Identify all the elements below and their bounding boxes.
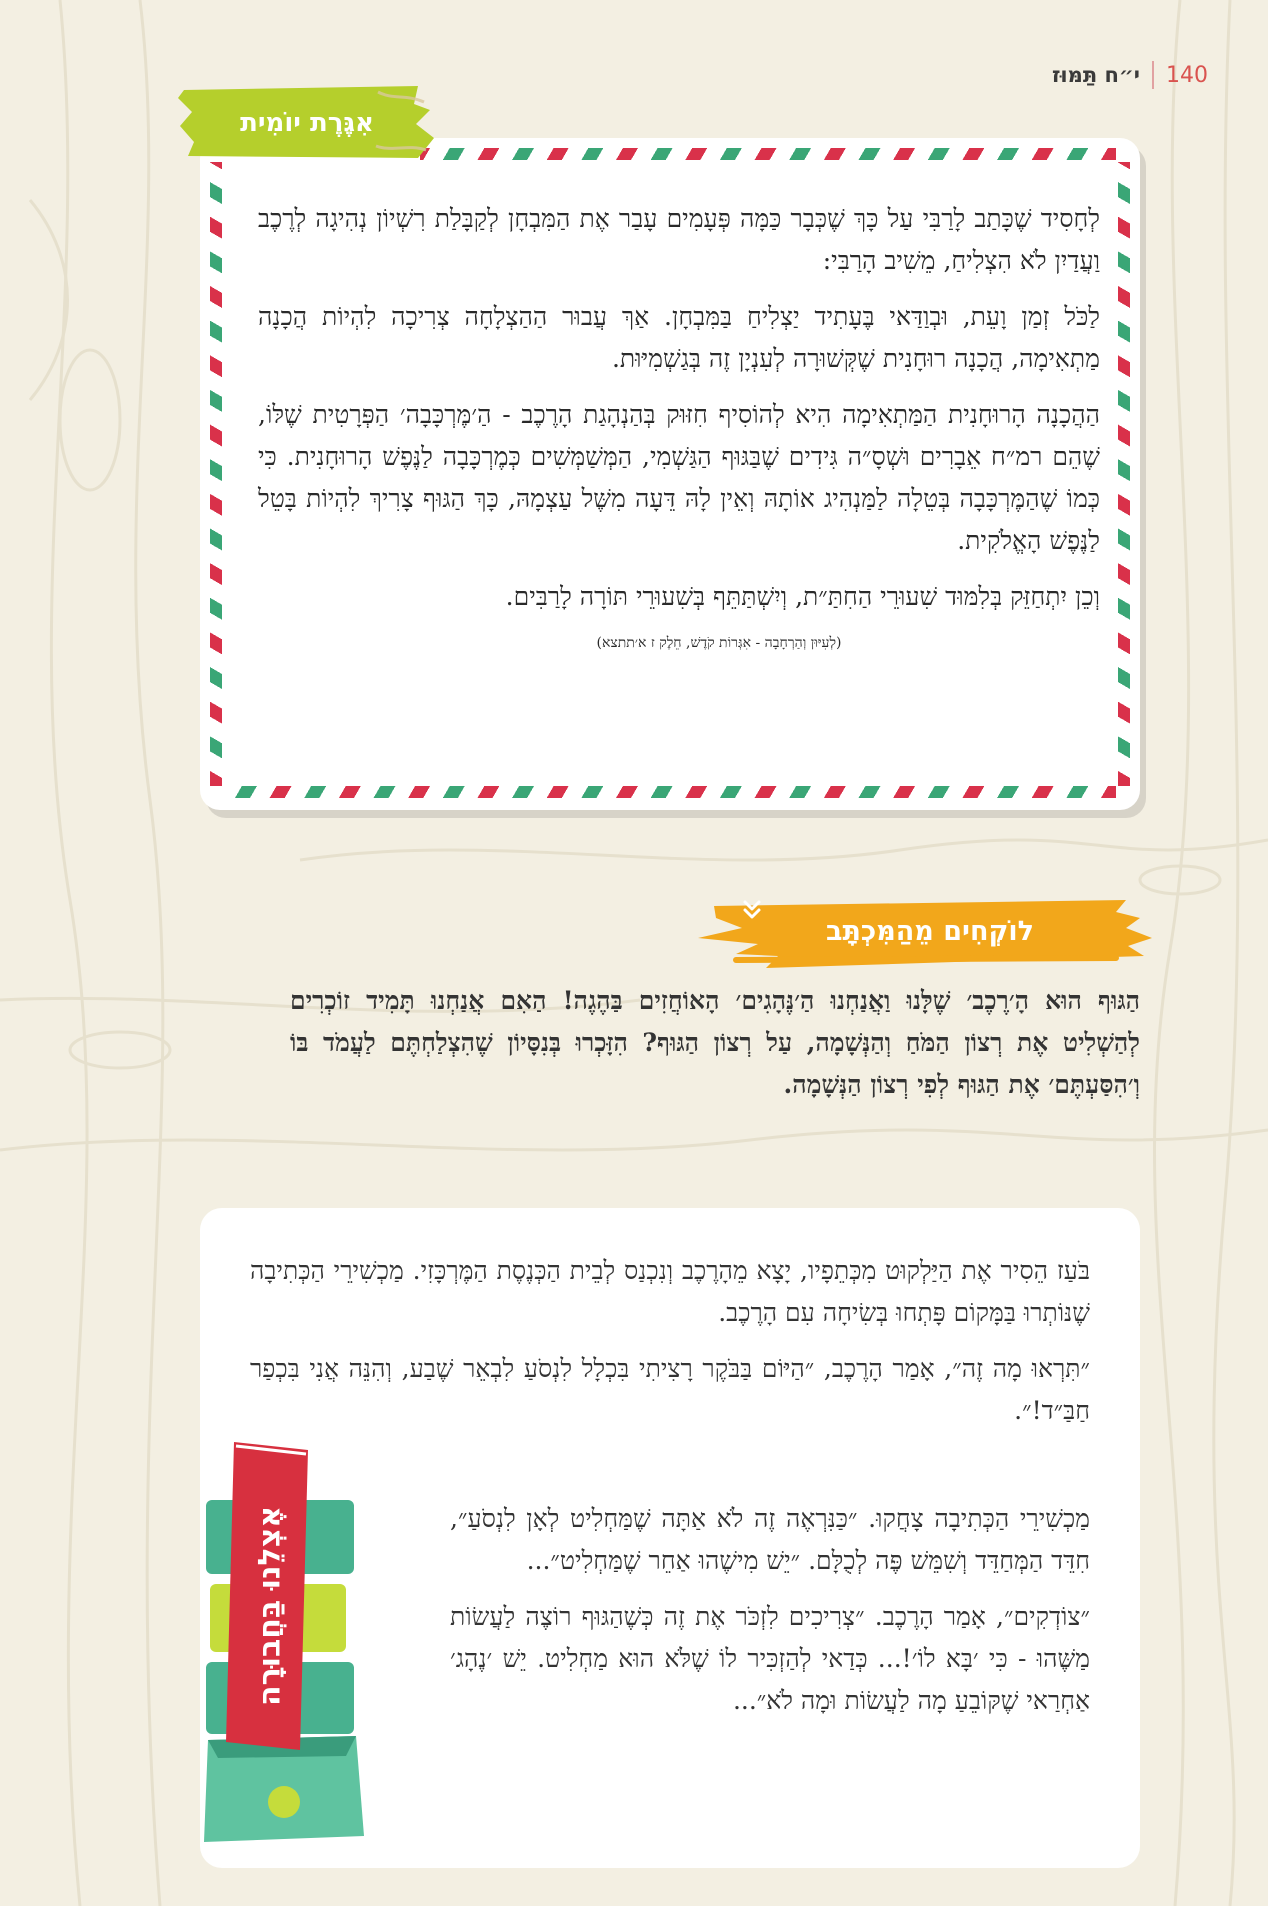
letter-paragraph: הַהֲכָנָה הָרוּחָנִית הַמַּתְאִימָה הִיא לְהוֹסִיף חִזּוּק בְּהַנְהָגַת הָרֶכֶב - הַ׳מֶּרְכָּבָה׳ הַפְּרָטִית שֶׁלּוֹ, שֶׁהֵם רמ״ח אֵבָרִים וּשְׁסָ״ה גִּידִים שֶׁבַּגּוּף הַגַּשְׁמִי, הַמְּשַׁמְּשִׁים כְּמֶרְכָּבָה לַנֶּפֶשׁ הָרוּחָנִית. כִּי כְּמוֹ שֶׁהַמֶּרְכָּבָה בְּטֵלָה לַמַּנְהִיג אוֹתָהּ וְאֵין לָהּ דֵּעָה מִשֶּׁל עַצְמָהּ, כָּךְ הַגּוּף צָרִיךְ לִהְיוֹת בָּטֵל לַנֶּפֶשׁ הָאֱלֹקִית. <box>258 400 1100 555</box>
story-paragraph: ״צוֹדְקִים״, אָמַר הָרֶכֶב. ״צְרִיכִים לִזְכֹּר אֶת זֶה כְּשֶׁהַגּוּף רוֹצֶה לַעֲשׂוֹת מַשֶּׁהוּ - כִּי ׳בָּא לוֹ׳!... כְּדַאי לְהַזְכִּיר לוֹ שֶׁלֹּא הוּא מַחְלִיט. יֵשׁ ׳נֶהָג׳ אַחְרַאי שֶׁקּוֹבֵעַ מָה לַעֲשׂוֹת וּמָה לֹא״... <box>450 1602 1090 1715</box>
letter-body <box>258 198 1100 654</box>
takeaway-title: לוֹקְחִים מֵהַמִּכְתָּב <box>826 915 1035 947</box>
story-paragraph: ״תִּרְאוּ מָה זֶה״, אָמַר הָרֶכֶב, ״הַיּוֹם בַּבֹּקֶר רָצִיתִי בִּכְלָל לִנְסֹעַ לִבְאֵר שֶׁבַע, וְהִנֵּה אֲנִי בִּכְפַר חַבַּ״ד!״. <box>250 1354 1090 1425</box>
letter-title: אִגֶּרֶת יוֹמִית <box>240 108 374 138</box>
letter-paragraph: לְחָסִיד שֶׁכָּתַב לָרַבִּי עַל כָּךְ שֶׁכְּבָר כַּמָּה פְּעָמִים עָבַר אֶת הַמִּבְחָן לְקַבָּלַת רִשְׁיוֹן נְהִיגָה לְרֶכֶב וַעֲדַיִן לֹא הִצְלִיחַ, מֵשִׁיב הָרַבִּי: <box>258 204 1100 275</box>
takeaway-title-row <box>740 898 1110 964</box>
airmail-border-bottom <box>224 786 1116 798</box>
takeaway-paragraph: הַגּוּף הוּא הָ׳רֶכֶב׳ שֶׁלָּנוּ וַאֲנַחְנוּ הַ׳נֶּהָגִים׳ הָאוֹחֲזִים בַּהֶגֶה! הַאִם אֲנַחְנוּ תָּמִיד זוֹכְרִים לְהַשְׁלִיט אֶת רְצוֹן הַמֹּחַ וְהַנְּשָׁמָה, עַל רְצוֹן הַגּוּף? הִזָּכְרוּ בְּנִסָּיוֹן שֶׁהִצְלַחְתֶּם לַעֲמֹד בּוֹ וְ׳הִסַּעְתֶּם׳ אֶת הַגּוּף לְפִי רְצוֹן הַנְּשָׁמָה. <box>290 986 1140 1099</box>
airmail-border-right <box>1118 162 1130 786</box>
letter-paragraph: וְכֵן יִתְחַזֵּק בְּלִמּוּד שִׁעוּרֵי הַחִתַּ״ת, וְיִשְׁתַּתֵּף בְּשִׁעוּרֵי תּוֹרָה לָרַבִּים. <box>505 582 1100 611</box>
story-paragraph: בֹּעַז הֵסִיר אֶת הַיַּלְקוּט מִכְּתֵפָיו, יָצָא מֵהָרֶכֶב וְנִכְנַס לְבֵית הַכְּנֶסֶת הַמֶּרְכָּזִי. מַכְשִׁירֵי הַכְּתִיבָה שֶׁנּוֹתְרוּ בַּמָּקוֹם פָּתְחוּ בְּשִׂיחָה עִם הָרֶכֶב. <box>250 1256 1090 1327</box>
letter-source: (לְעִיּוּן וְהַרְחָבָה - אִגְּרוֹת קֹדֶשׁ, חֵלֶק ז א׳תתצא) <box>596 635 842 651</box>
letter-title-tape <box>178 86 436 160</box>
story-side-tag <box>196 1440 368 1850</box>
takeaway-banner <box>696 898 1156 974</box>
story-paragraph: מַכְשִׁירֵי הַכְּתִיבָה צָחֲקוּ. ״כַּנִּרְאֶה זֶה לֹא אַתָּה שֶׁמַּחְלִיט לְאָן לִנְסֹעַ״, חִדֵּד הַמְּחַדֵּד וְשִׁמֵּשׁ פֶּה לְכֻלָּם. ״יֵשׁ מִישֶׁהוּ אַחֵר שֶׁמַּחְלִיט״... <box>450 1504 1090 1575</box>
header-divider <box>1152 61 1154 89</box>
page-title: י״ח תַּמּוּז <box>1052 63 1140 87</box>
takeaway-text <box>290 980 1140 1106</box>
page-header <box>1052 58 1208 92</box>
letter-paragraph: לַכֹּל זְמַן וָעֵת, וּבְוַדַּאי בֶּעָתִיד יַצְלִיחַ בַּמִּבְחָן. אַךְ עֲבוּר הַהַצְלָחָה צְרִיכָה לִהְיוֹת הֲכָנָה מַתְאִימָה, הֲכָנָה רוּחָנִית שֶׁקְּשׁוּרָה לְעִנְיָן זֶה בְּגַשְׁמִיּוּת. <box>258 302 1100 373</box>
page-number: 140 <box>1166 62 1208 88</box>
airmail-border-top <box>420 148 1116 160</box>
story-bottom-text <box>450 1498 1090 1736</box>
letter-card <box>200 138 1140 810</box>
story-top-text <box>250 1250 1090 1446</box>
airmail-border-left <box>210 162 222 786</box>
story-tag-label: אֶצְלֵנוּ בַּחֲבוּרָה <box>252 1505 288 1707</box>
